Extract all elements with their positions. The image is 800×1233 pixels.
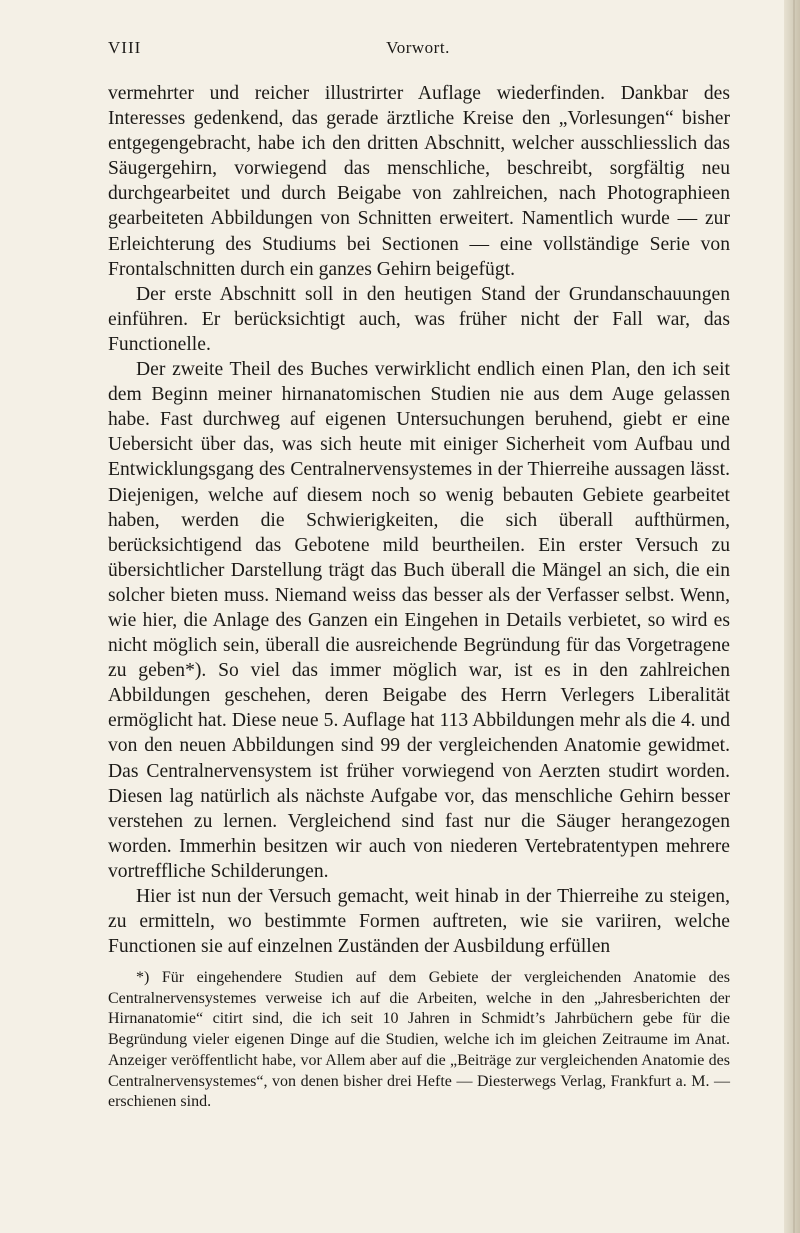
footnote bbox=[108, 968, 730, 1113]
paragraph-attempt: Hier ist nun der Versuch gemacht, weit hinab in der Thierreihe zu steigen, zu ermitteln, wo bestimmte Formen auftreten, wie sie variiren, welche Functionen sie auf einzelnen Zuständen der Ausbildung erfüllen bbox=[108, 886, 730, 958]
page-header bbox=[108, 38, 728, 62]
running-title: Vorwort. bbox=[386, 38, 450, 57]
paragraph-first-section: Der erste Abschnitt soll in den heutigen Stand der Grundanschauungen einführen. Er berücksichtigt auch, was früher nicht der Fall war, das Functionelle. bbox=[108, 283, 730, 355]
page-edge-binding bbox=[784, 0, 800, 1233]
footnote-text: *) Für eingehendere Studien auf dem Gebiete der vergleichenden Anatomie des Centralnervensystemes verweise ich auf die Arbeiten, welche in den „Jahresberichten der Hirnanatomie“ citirt sind, die ich seit 10 Jahren in Schmidt’s Jahrbüchern gebe für die Begründung vieler eigenen Dinge auf die Studien, welche ich im gleichen Zeitraume im Anat. Anzeiger veröffentlicht habe, vor Allem aber auf die „Beiträge zur vergleichenden Anatomie des Centralnervensystemes“, von denen bisher drei Hefte — Diesterwegs Verlag, Frankfurt a. M. — erschienen sind. bbox=[108, 969, 730, 1111]
paragraph-continuation: vermehrter und reicher illustrirter Auflage wiederfinden. Dankbar des Interesses gedenkend, das gerade ärztliche Kreise den „Vorlesungen“ bisher entgegengebracht, habe ich den dritten Abschnitt, welcher ausschliesslich das Säugergehirn, vorwiegend das menschliche, beschreibt, sorgfältig neu durchgearbeitet und durch Beigabe von zahlreichen, nach Photographieen gearbeiteten Abbildungen von Schnitten erweitert. Namentlich wurde — zur Erleichterung des Studiums bei Sectionen — eine vollständige Serie von Frontalschnitten durch ein ganzes Gehirn beigefügt. bbox=[108, 83, 730, 280]
paragraph-second-part: Der zweite Theil des Buches verwirklicht endlich einen Plan, den ich seit dem Beginn meiner hirnanatomischen Studien nie aus dem Auge gelassen habe. Fast durchweg auf eigenen Untersuchungen beruhend, giebt er eine Uebersicht über das, was sich heute mit einiger Sicherheit vom Aufbau und Entwicklungsgang des Centralnervensystemes in der Thierreihe aussagen lässt. Diejenigen, welche auf diesem noch so wenig bebauten Gebiete gearbeitet haben, werden die Schwierigkeiten, die sich überall aufthürmen, berücksichtigend das Gebotene mild beurtheilen. Ein erster Versuch zu übersichtlicher Darstellung trägt das Buch überall die Mängel an sich, die ein solcher bieten muss. Niemand weiss das besser als der Verfasser selbst. Wenn, wie hier, die Anlage des Ganzen ein Eingehen in Details verbietet, so wird es nicht möglich sein, überall die ausreichende Begründung für das Vorgetragene zu geben*). So viel das immer möglich war, ist es in den zahlreichen Abbildungen geschehen, deren Beigabe des Herrn Verlegers Liberalität ermöglicht hat. Diese neue 5. Auflage hat 113 Abbildungen mehr als die 4. und von den neuen Abbildungen sind 99 der vergleichenden Anatomie gewidmet. Das Centralnervensystem ist früher vorwiegend von Aerzten studirt worden. Diesen lag natürlich als nächste Aufgabe vor, das menschliche Gehirn besser verstehen zu lernen. Vergleichend sind fast nur die Säuger herangezogen worden. Immerhin besitzen wir auch von niederen Vertebratentypen mehrere vortreffliche Schilderungen. bbox=[108, 359, 730, 882]
body-text bbox=[108, 81, 730, 959]
page-number: VIII bbox=[108, 38, 142, 57]
